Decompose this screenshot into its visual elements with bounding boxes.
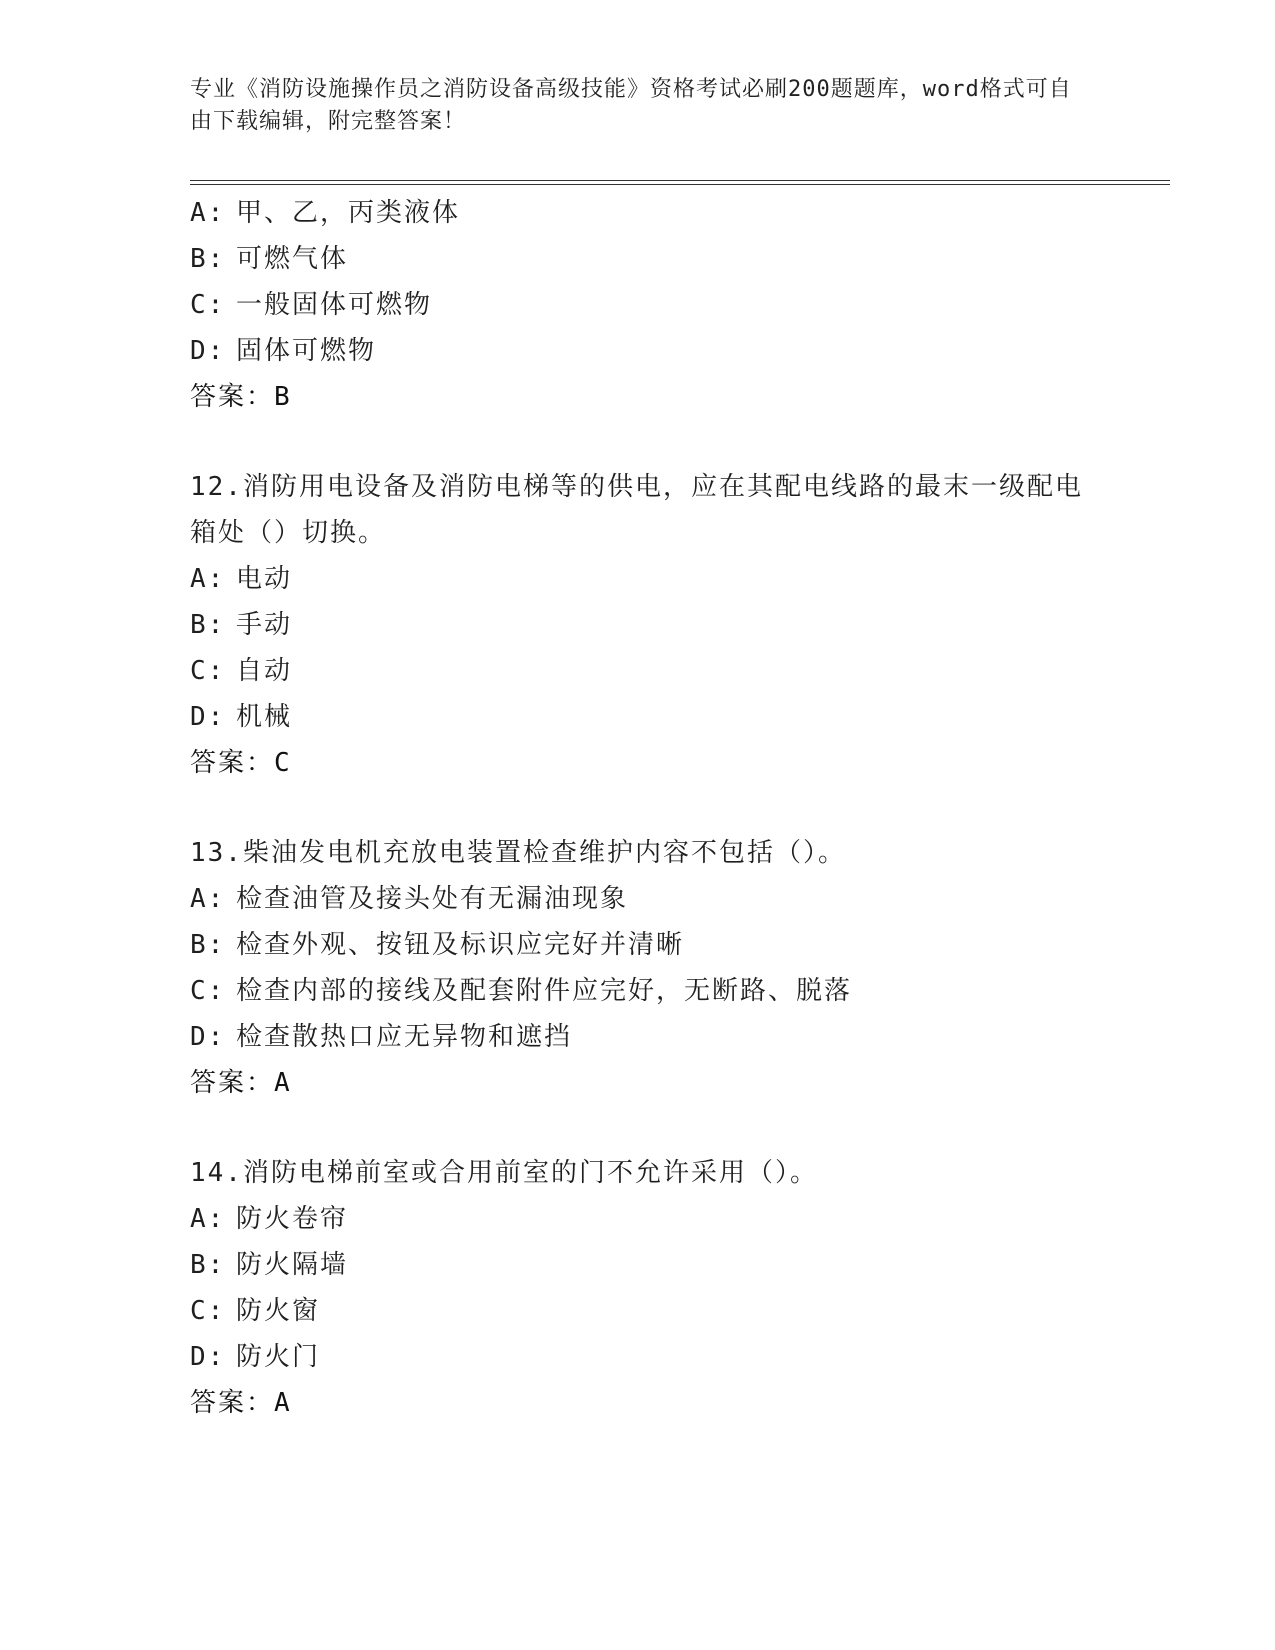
answer-line — [190, 740, 1090, 786]
option-a — [190, 190, 1090, 236]
option-text: 电动 — [236, 564, 293, 594]
question-text: 14.消防电梯前室或合用前室的门不允许采用（）。 — [190, 1158, 818, 1188]
option-text: 防火窗 — [236, 1296, 321, 1326]
option-text: 固体可燃物 — [236, 336, 377, 366]
option-letter: C: — [190, 290, 226, 320]
option-text: 自动 — [236, 656, 293, 686]
option-letter: B: — [190, 930, 226, 960]
option-letter: C: — [190, 1296, 226, 1326]
option-c — [190, 968, 1090, 1014]
option-b — [190, 1242, 1090, 1288]
option-text: 防火门 — [236, 1342, 321, 1372]
answer-label: 答案： — [190, 382, 275, 412]
question-14 — [190, 1150, 1090, 1426]
option-letter: C: — [190, 976, 226, 1006]
answer-label: 答案： — [190, 748, 275, 778]
answer-line — [190, 374, 1090, 420]
question-13 — [190, 830, 1090, 1106]
answer-label: 答案： — [190, 1068, 275, 1098]
option-text: 手动 — [236, 610, 293, 640]
option-letter: D: — [190, 1342, 226, 1372]
option-b — [190, 602, 1090, 648]
option-letter: A: — [190, 884, 226, 914]
option-a — [190, 1196, 1090, 1242]
header-rule-bottom — [190, 184, 1170, 185]
option-text: 检查散热口应无异物和遮挡 — [236, 1022, 573, 1052]
option-text: 机械 — [236, 702, 293, 732]
option-text: 检查内部的接线及配套附件应完好，无断路、脱落 — [236, 976, 853, 1006]
question-text: 13.柴油发电机充放电装置检查维护内容不包括（）。 — [190, 838, 846, 868]
option-text: 防火隔墙 — [236, 1250, 349, 1280]
option-c — [190, 282, 1090, 328]
option-letter: C: — [190, 656, 226, 686]
option-d — [190, 328, 1090, 374]
question-11 — [190, 190, 1090, 420]
option-letter: B: — [190, 610, 226, 640]
question-list — [190, 190, 1090, 1426]
option-text: 防火卷帘 — [236, 1204, 349, 1234]
option-d — [190, 694, 1090, 740]
option-text: 可燃气体 — [236, 244, 349, 274]
option-a — [190, 556, 1090, 602]
option-letter: B: — [190, 1250, 226, 1280]
option-c — [190, 1288, 1090, 1334]
option-letter: A: — [190, 564, 226, 594]
question-text: 12.消防用电设备及消防电梯等的供电，应在其配电线路的最末一级配电箱处（）切换。 — [190, 472, 1083, 548]
option-letter: B: — [190, 244, 226, 274]
document-header: 专业《消防设施操作员之消防设备高级技能》资格考试必刷200题题库，word格式可自由下载编辑，附完整答案！ — [190, 77, 1072, 134]
answer-line — [190, 1060, 1090, 1106]
option-text: 甲、乙，丙类液体 — [236, 198, 461, 228]
option-letter: A: — [190, 198, 226, 228]
answer-value: B — [274, 382, 290, 412]
option-c — [190, 648, 1090, 694]
answer-value: A — [274, 1068, 290, 1098]
option-text: 检查油管及接头处有无漏油现象 — [236, 884, 629, 914]
option-b — [190, 236, 1090, 282]
answer-label: 答案： — [190, 1388, 275, 1418]
answer-line — [190, 1380, 1090, 1426]
answer-value: C — [274, 748, 290, 778]
option-a — [190, 876, 1090, 922]
option-text: 一般固体可燃物 — [236, 290, 433, 320]
answer-value: A — [274, 1388, 290, 1418]
option-d — [190, 1334, 1090, 1380]
option-letter: D: — [190, 336, 226, 366]
option-text: 检查外观、按钮及标识应完好并清晰 — [236, 930, 685, 960]
option-letter: D: — [190, 702, 226, 732]
question-12 — [190, 464, 1090, 786]
option-b — [190, 922, 1090, 968]
option-letter: D: — [190, 1022, 226, 1052]
header-rule-top — [190, 180, 1170, 181]
option-d — [190, 1014, 1090, 1060]
option-letter: A: — [190, 1204, 226, 1234]
